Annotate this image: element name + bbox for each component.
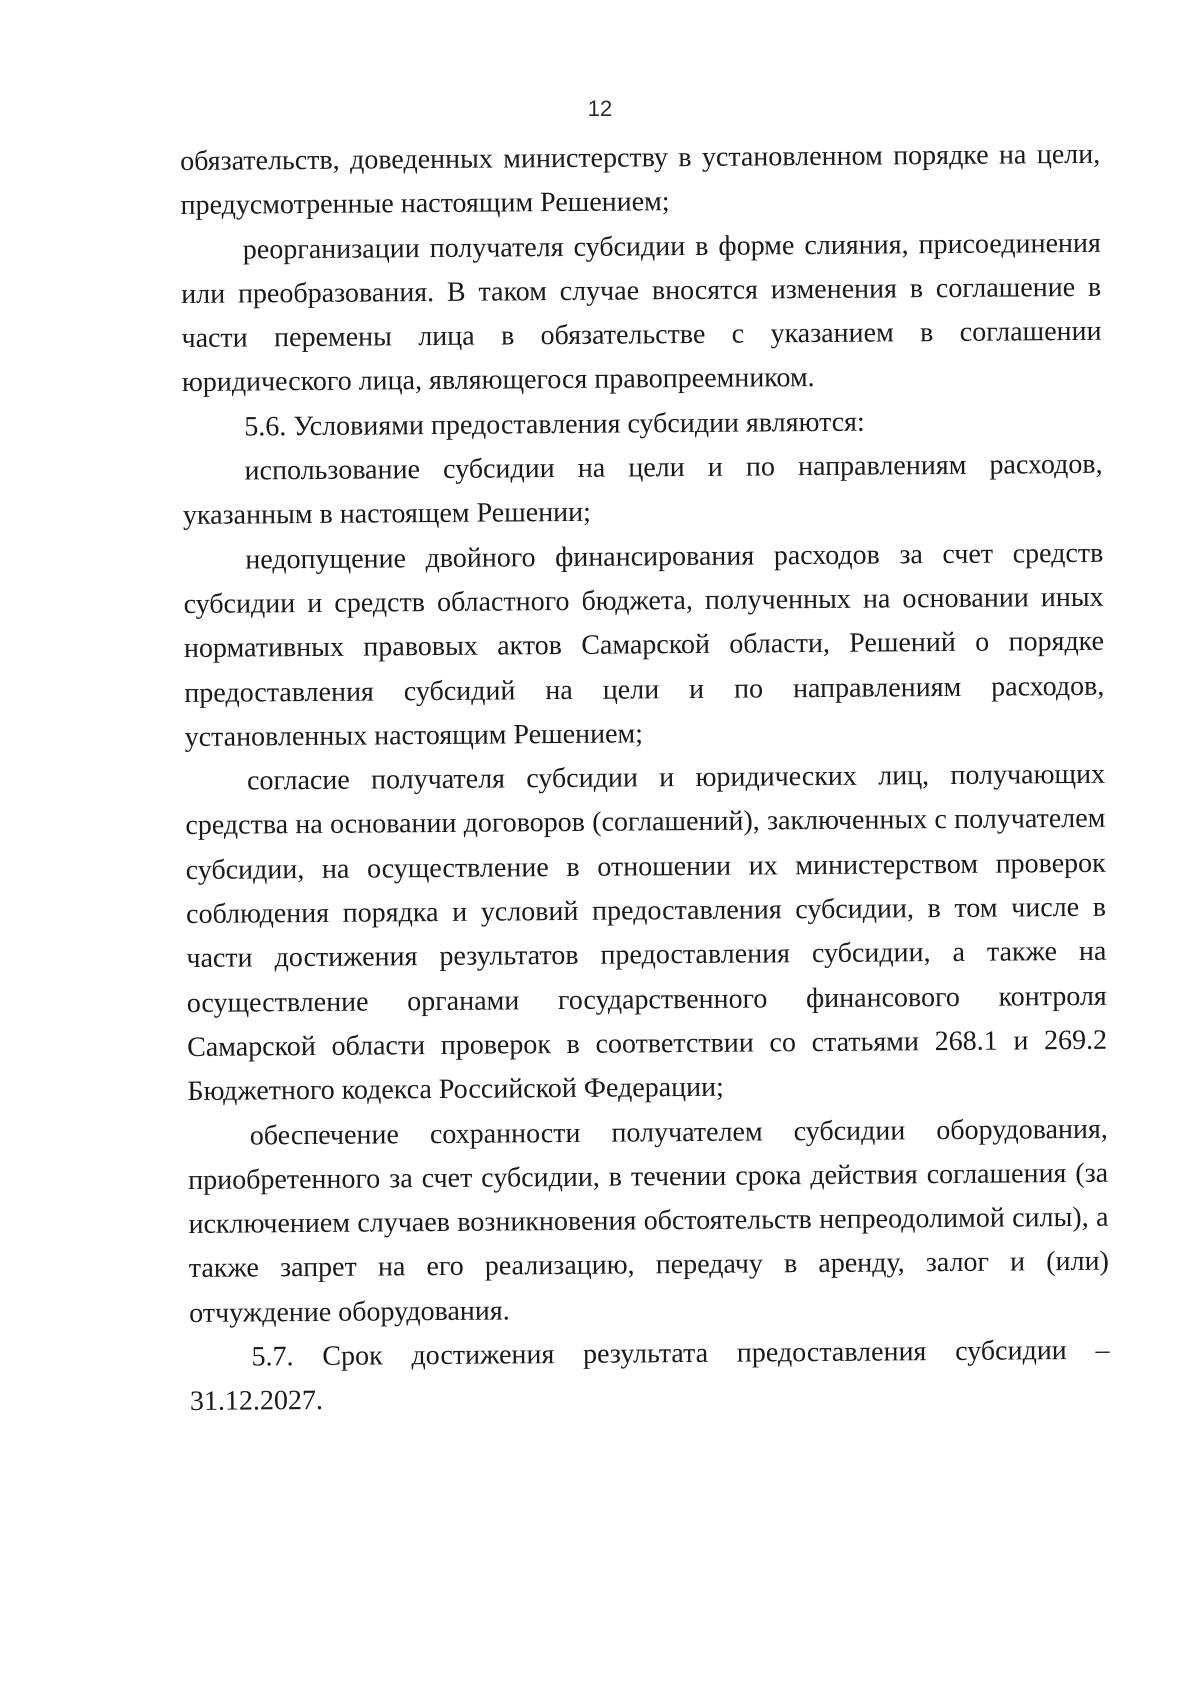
paragraph-consent-to-checks: согласие получателя субсидии и юридических лиц, получающих средства на основании договоров (соглашений), заключенных с получателем субсидии, на осуществление в отношении их министерством проверок соблюдения порядка и условий предоставления субсидии, в том числе в части достижения результатов предоставления субсидии, а также на осуществление органами государственного финансового контроля Самарской области проверок в соответствии со статьями 268.1 и 269.2 Бюджетного кодекса Российской Федерации; xyxy=(185,758,1108,1108)
paragraph-deadline-date: 31.12.2027. xyxy=(189,1385,324,1418)
page-number: 12 xyxy=(587,96,613,121)
paragraph-use-of-subsidy: использование субсидии на цели и по направлениям расходов, указанным в настоящем Решении; xyxy=(182,448,1103,532)
paragraph-reorganization: реорганизации получателя субсидии в форме слияния, присоединения или преобразования. В таком случае вносятся изменения в соглашение в части перемены лица в обязательстве с указанием в соглашении юридического лица, являющегося правопреемником. xyxy=(181,227,1102,399)
paragraph-equipment-preservation: обеспечение сохранности получателем субсидии оборудования, приобретенного за счет субсидии, в течении срока действия соглашения (за исключением случаев возникновения обстоятельств непреодолимой силы), а также запрет на его реализацию, передачу в аренду, залог и (или) отчуждение оборудования. xyxy=(188,1113,1109,1329)
paragraph-section-5-7: 5.7. Срок достижения результата предоставления субсидии – xyxy=(251,1334,1110,1373)
paragraph-no-double-financing: недопущение двойного финансирования расходов за счет средств субсидии и средств областного бюджета, полученных на основании иных нормативных правовых актов Самарской области, Решений о порядке предоставления субсидий на цели и по направлениям расходов, установленных настоящим Решением; xyxy=(183,537,1105,753)
paragraph-obligations-continuation: обязательств, доведенных министерству в установленном порядке на цели, предусмотренные настоящим Решением; xyxy=(180,138,1101,222)
paragraph-section-5-6: 5.6. Условиями предоставления субсидии являются: xyxy=(244,406,865,443)
document-body xyxy=(180,133,1110,1425)
